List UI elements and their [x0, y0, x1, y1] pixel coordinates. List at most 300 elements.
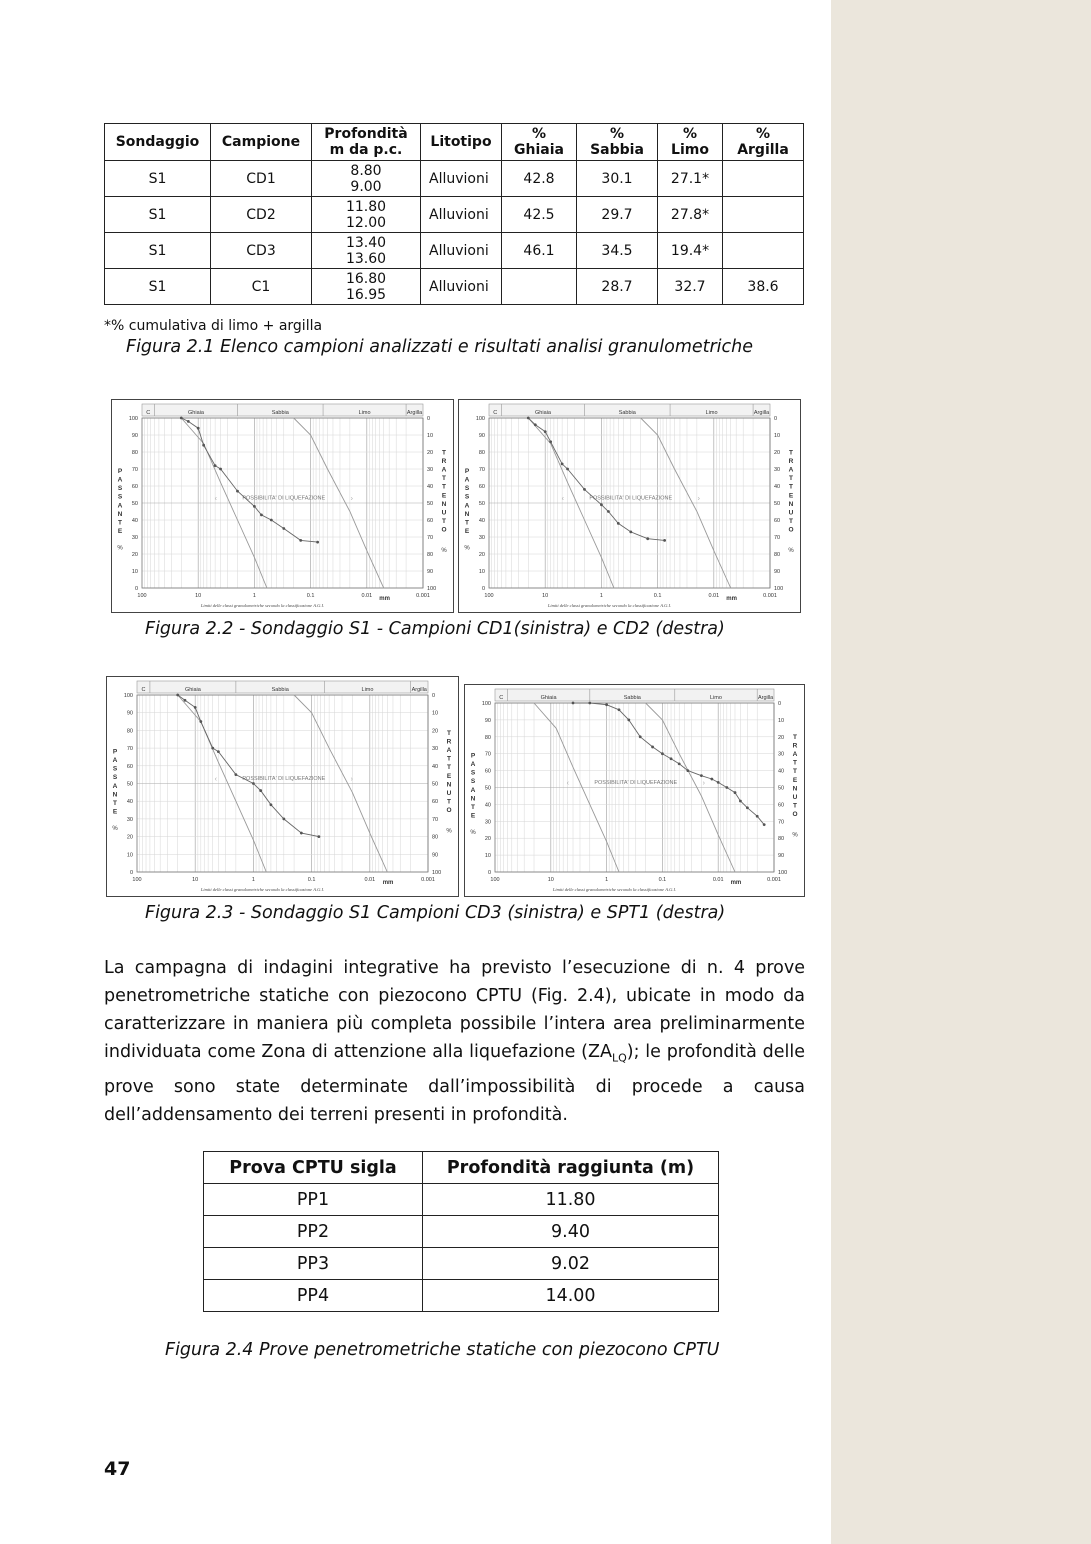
table-row — [204, 1216, 719, 1248]
data-point — [561, 463, 564, 466]
right-axis-letter: T — [447, 755, 451, 763]
data-point — [661, 752, 664, 755]
grain-chart-svg — [465, 685, 804, 896]
x-tick-label: 1 — [252, 593, 256, 599]
x-tick-label: 10 — [547, 877, 554, 883]
right-tick-label: 50 — [432, 781, 439, 788]
data-point — [300, 832, 303, 835]
left-axis-letter: S — [470, 769, 476, 777]
class-label: Sabbia — [618, 410, 636, 416]
right-tick-label: 70 — [778, 819, 785, 826]
cell-sabbia: 29.7 — [577, 197, 658, 233]
header-argilla: % Argilla — [723, 124, 804, 161]
left-tick-label: 30 — [131, 535, 138, 541]
left-tick-label: 100 — [475, 416, 485, 422]
header-profondita: Profondità m da p.c. — [312, 124, 421, 161]
data-point — [710, 778, 713, 781]
x-tick-label: 10 — [195, 593, 202, 599]
data-point — [639, 735, 642, 738]
right-axis-letter: N — [788, 500, 794, 508]
grain-chart-cd2 — [458, 399, 801, 613]
right-axis-letter: U — [441, 509, 447, 517]
left-tick-label: 60 — [126, 763, 133, 770]
right-axis-letter: T — [793, 733, 797, 741]
left-axis-letter: S — [112, 774, 118, 782]
table-row — [105, 161, 804, 197]
table-row — [204, 1248, 719, 1280]
cell-sigla: PP4 — [204, 1280, 423, 1312]
x-tick-label: 100 — [132, 877, 142, 883]
table-row — [105, 269, 804, 305]
left-tick-label: 40 — [131, 518, 138, 524]
right-axis-letter: O — [792, 811, 798, 819]
right-tick-label: 30 — [778, 751, 785, 758]
x-tick-label: 1 — [605, 877, 609, 883]
class-label: Ghiaia — [184, 687, 201, 693]
cell-sigla: PP3 — [204, 1248, 423, 1280]
data-point — [180, 417, 183, 420]
cell-profondita: 8.80 9.00 — [312, 161, 421, 197]
right-axis-letter: N — [446, 781, 452, 789]
left-axis-letter: S — [117, 485, 123, 493]
sample-grading-curve — [181, 418, 317, 542]
data-point — [686, 769, 689, 772]
right-tick-label: 30 — [774, 467, 781, 473]
right-axis-letter: O — [446, 807, 452, 815]
right-tick-label: 20 — [427, 450, 434, 456]
liquefaction-zone-label: POSSIBILITA' DI LIQUEFAZIONE — [589, 495, 673, 502]
x-tick-label: 0.01 — [708, 593, 720, 599]
data-point — [739, 800, 742, 803]
right-tick-label: 10 — [774, 433, 781, 439]
left-tick-label: 30 — [484, 819, 491, 826]
left-axis-percent: % — [464, 545, 470, 552]
data-point — [317, 835, 320, 838]
right-tick-label: 30 — [432, 746, 439, 753]
header-sabbia: % Sabbia — [577, 124, 658, 161]
right-tick-label: 0 — [432, 693, 436, 699]
body-paragraph — [104, 954, 805, 1129]
x-unit-label: mm — [379, 596, 390, 602]
left-tick-label: 100 — [481, 701, 491, 707]
right-axis-letter: E — [446, 772, 452, 780]
data-point — [663, 539, 666, 542]
liquefaction-zone-label: POSSIBILITA' DI LIQUEFAZIONE — [242, 775, 326, 782]
left-axis-letter: S — [117, 493, 123, 501]
data-point — [549, 440, 552, 443]
cell-litotipo: Alluvioni — [421, 161, 502, 197]
right-axis-letter: U — [792, 794, 798, 801]
data-point — [588, 702, 591, 705]
data-point — [756, 815, 759, 818]
right-tick-label: 60 — [774, 518, 781, 524]
table-row — [105, 233, 804, 269]
left-tick-label: 70 — [126, 746, 133, 753]
header-prova-cptu: Prova CPTU sigla — [204, 1152, 423, 1184]
cell-profondita: 11.80 — [423, 1184, 719, 1216]
cell-litotipo: Alluvioni — [421, 233, 502, 269]
class-label: Sabbia — [271, 687, 289, 693]
x-unit-label: mm — [726, 596, 737, 602]
right-axis-percent: % — [441, 548, 447, 554]
left-tick-label: 100 — [128, 416, 138, 422]
right-tick-label: 80 — [427, 552, 434, 558]
left-axis-letter: N — [470, 795, 476, 803]
right-tick-label: 80 — [432, 834, 439, 841]
cell-limo: 19.4* — [658, 233, 723, 269]
right-axis-letter: A — [441, 466, 447, 474]
data-point — [618, 708, 621, 711]
zone-arrow-left: ‹ — [214, 775, 218, 783]
cell-profondita: 9.40 — [423, 1216, 719, 1248]
data-point — [199, 720, 202, 723]
cell-argilla — [723, 161, 804, 197]
data-point — [734, 791, 737, 794]
right-axis-letter: T — [793, 768, 797, 776]
right-axis-letter: T — [789, 475, 793, 483]
right-axis-letter: R — [441, 457, 447, 465]
data-point — [725, 786, 728, 789]
cell-profondita: 16.80 16.95 — [312, 269, 421, 305]
cell-sabbia: 34.5 — [577, 233, 658, 269]
right-tick-label: 50 — [778, 785, 785, 792]
left-tick-label: 30 — [126, 816, 133, 823]
data-point — [717, 781, 720, 784]
cell-argilla: 38.6 — [723, 269, 804, 305]
samples-table — [104, 123, 804, 305]
right-axis-letter: E — [792, 776, 798, 784]
class-label: Ghiaia — [188, 410, 204, 416]
right-tick-label: 90 — [432, 852, 439, 859]
left-tick-label: 100 — [123, 693, 133, 699]
header-profondita-raggiunta: Profondità raggiunta (m) — [423, 1152, 719, 1184]
x-tick-label: 100 — [137, 593, 147, 599]
x-tick-label: 0.1 — [658, 877, 667, 883]
class-label: Argilla — [757, 695, 774, 701]
data-point — [763, 823, 766, 826]
cell-sabbia: 30.1 — [577, 161, 658, 197]
x-tick-label: 0.001 — [763, 593, 777, 599]
cell-profondita: 14.00 — [423, 1280, 719, 1312]
cell-sigla: PP1 — [204, 1184, 423, 1216]
left-tick-label: 70 — [484, 751, 491, 758]
cptu-table — [203, 1151, 719, 1312]
x-tick-label: 100 — [484, 593, 494, 599]
class-label: C — [499, 695, 504, 701]
right-axis-letter: T — [442, 483, 446, 491]
chart-footer: Limiti delle classi granulometriche secondo la classificazione A.G.I. — [200, 603, 325, 608]
right-axis-letter: R — [792, 742, 798, 750]
left-tick-label: 90 — [126, 710, 133, 717]
left-axis-letter: E — [464, 528, 470, 536]
right-axis-letter: T — [789, 449, 793, 457]
right-tick-label: 80 — [778, 836, 785, 843]
data-point — [651, 746, 654, 749]
x-tick-label: 1 — [599, 593, 603, 599]
right-tick-label: 20 — [432, 728, 439, 735]
left-tick-label: 20 — [131, 552, 138, 558]
sample-grading-curve — [573, 703, 764, 825]
left-tick-label: 40 — [484, 802, 491, 809]
x-tick-label: 0.1 — [653, 593, 662, 599]
right-axis-letter: N — [792, 785, 798, 793]
x-tick-label: 1 — [251, 877, 255, 883]
chart-footer: Limiti delle classi granulometriche secondo la classificazione A.G.I. — [200, 887, 325, 892]
right-tick-label: 30 — [427, 467, 434, 473]
data-point — [746, 806, 749, 809]
right-tick-label: 90 — [778, 853, 785, 860]
x-tick-label: 0.001 — [767, 877, 781, 883]
class-label: Ghiaia — [540, 695, 557, 701]
left-axis-letter: T — [471, 804, 475, 811]
cell-sondaggio: S1 — [105, 233, 211, 269]
left-axis-letter: T — [118, 519, 122, 527]
data-point — [600, 503, 603, 506]
data-point — [299, 539, 302, 542]
grain-chart-cd1 — [111, 399, 454, 613]
right-axis-percent: % — [446, 828, 452, 835]
data-point — [282, 818, 285, 821]
right-axis-letter: T — [447, 729, 451, 737]
x-tick-label: 100 — [490, 877, 500, 883]
data-point — [605, 703, 608, 706]
data-point — [270, 519, 273, 522]
figure-caption-2-2: Figura 2.2 - Sondaggio S1 - Campioni CD1(sinistra) e CD2 (destra) — [145, 619, 725, 639]
data-point — [627, 719, 630, 722]
x-tick-label: 10 — [192, 877, 199, 883]
right-tick-label: 0 — [774, 416, 778, 422]
table-footnote: *% cumulativa di limo + argilla — [104, 318, 323, 334]
right-axis-letter: O — [441, 526, 447, 534]
left-tick-label: 90 — [478, 433, 485, 439]
data-point — [617, 522, 620, 525]
cell-argilla — [723, 197, 804, 233]
paragraph-text-start: La campagna di indagini integrative ha previsto l’esecuzione di n. 4 prove penetrometriche statiche con piezocono CPTU (Fig. 2.4), ubicate in modo da caratterizzare in maniera più completa possibile l’intera area preliminarmente individuata come Zona di attenzione alla liquefazione (ZA — [104, 958, 805, 1062]
cell-campione: CD3 — [211, 233, 312, 269]
right-tick-label: 80 — [774, 552, 781, 558]
data-point — [236, 490, 239, 493]
data-point — [678, 762, 681, 765]
data-point — [214, 464, 217, 467]
left-tick-label: 10 — [484, 853, 491, 860]
right-axis-percent: % — [792, 832, 798, 839]
data-point — [184, 699, 187, 702]
class-label: C — [141, 687, 146, 693]
right-axis-letter: O — [788, 526, 794, 534]
left-axis-letter: E — [112, 808, 118, 816]
data-point — [572, 702, 575, 705]
left-axis-letter: T — [113, 800, 117, 807]
class-label: Sabbia — [623, 695, 641, 701]
left-tick-label: 10 — [126, 852, 133, 859]
figure-caption-2-3: Figura 2.3 - Sondaggio S1 Campioni CD3 (sinistra) e SPT1 (destra) — [145, 903, 726, 923]
zone-arrow-left: ‹ — [561, 495, 564, 503]
right-axis-letter: R — [446, 738, 452, 746]
left-axis-letter: P — [117, 467, 123, 475]
right-tick-label: 70 — [427, 535, 434, 541]
left-tick-label: 0 — [134, 586, 138, 592]
cell-litotipo: Alluvioni — [421, 197, 502, 233]
x-unit-label: mm — [382, 880, 394, 886]
left-axis-letter: A — [470, 786, 476, 794]
right-axis-letter: T — [789, 518, 793, 526]
header-campione: Campione — [211, 124, 312, 161]
table-row — [204, 1184, 719, 1216]
right-axis-letter: R — [788, 457, 794, 465]
x-unit-label: mm — [730, 880, 742, 886]
left-tick-label: 0 — [481, 586, 485, 592]
right-tick-label: 100 — [774, 586, 784, 592]
right-axis-letter: A — [446, 747, 452, 754]
table-row — [204, 1280, 719, 1312]
right-axis-letter: T — [447, 764, 451, 772]
left-axis-letter: A — [470, 761, 476, 768]
x-tick-label: 0.1 — [306, 593, 315, 599]
right-axis-letter: T — [793, 802, 797, 810]
right-axis-letter: T — [442, 475, 446, 483]
zone-arrow-right: › — [350, 775, 354, 783]
zone-arrow-right: › — [702, 780, 705, 788]
right-axis-letter: T — [442, 449, 446, 457]
left-tick-label: 80 — [478, 450, 485, 456]
cell-campione: CD2 — [211, 197, 312, 233]
left-tick-label: 90 — [484, 717, 491, 724]
x-tick-label: 0.01 — [712, 877, 724, 883]
right-tick-label: 60 — [432, 799, 439, 806]
left-axis-letter: T — [465, 519, 469, 527]
data-point — [197, 427, 200, 430]
left-tick-label: 50 — [484, 785, 491, 792]
zone-arrow-left: ‹ — [214, 495, 217, 503]
left-axis-percent: % — [470, 829, 476, 836]
left-axis-letter: A — [117, 502, 123, 510]
left-tick-label: 20 — [478, 552, 485, 558]
data-point — [253, 505, 256, 508]
sample-grading-curve — [528, 418, 664, 540]
left-axis-letter: N — [464, 510, 470, 518]
page-sidebar-band — [831, 0, 1091, 1544]
right-axis-letter: U — [788, 509, 794, 517]
left-axis-letter: N — [117, 510, 123, 518]
right-axis-letter: E — [788, 492, 794, 500]
header-ghiaia: % Ghiaia — [502, 124, 577, 161]
left-tick-label: 10 — [131, 569, 138, 575]
data-point — [234, 773, 237, 776]
right-axis-letter: U — [446, 790, 452, 797]
left-tick-label: 20 — [126, 834, 133, 841]
data-point — [316, 541, 319, 544]
right-tick-label: 40 — [778, 768, 785, 775]
right-tick-label: 0 — [778, 701, 782, 707]
right-axis-percent: % — [788, 548, 794, 554]
cell-ghiaia: 46.1 — [502, 233, 577, 269]
table-row — [105, 197, 804, 233]
data-point — [252, 782, 255, 785]
cell-ghiaia — [502, 269, 577, 305]
data-point — [583, 488, 586, 491]
data-point — [629, 531, 632, 534]
cell-profondita: 11.80 12.00 — [312, 197, 421, 233]
right-tick-label: 100 — [778, 870, 788, 876]
right-tick-label: 60 — [427, 518, 434, 524]
class-label: Limo — [705, 410, 718, 416]
right-tick-label: 0 — [427, 416, 431, 422]
cell-profondita: 9.02 — [423, 1248, 719, 1280]
left-tick-label: 80 — [484, 734, 491, 741]
x-tick-label: 0.01 — [361, 593, 373, 599]
data-point — [217, 750, 220, 753]
data-point — [194, 706, 197, 709]
right-axis-letter: T — [442, 518, 446, 526]
left-axis-letter: A — [117, 476, 123, 484]
grain-chart-svg — [107, 677, 458, 896]
data-point — [646, 537, 649, 540]
right-tick-label: 40 — [432, 763, 439, 770]
right-tick-label: 10 — [778, 717, 785, 724]
left-axis-letter: S — [464, 493, 470, 501]
cell-ghiaia: 42.5 — [502, 197, 577, 233]
left-axis-letter: S — [464, 485, 470, 493]
right-axis-letter: T — [447, 798, 451, 806]
right-tick-label: 90 — [427, 569, 434, 575]
x-tick-label: 0.01 — [364, 877, 376, 883]
class-label: Ghiaia — [535, 410, 551, 416]
right-tick-label: 50 — [774, 501, 781, 507]
data-point — [211, 747, 214, 750]
left-tick-label: 0 — [487, 870, 491, 876]
left-tick-label: 30 — [478, 535, 485, 541]
left-tick-label: 40 — [478, 518, 485, 524]
data-point — [282, 527, 285, 530]
right-axis-letter: T — [789, 483, 793, 491]
left-tick-label: 80 — [126, 728, 133, 735]
data-point — [219, 468, 222, 471]
right-tick-label: 70 — [774, 535, 781, 541]
right-tick-label: 20 — [774, 450, 781, 456]
paragraph-subscript: LQ — [611, 1051, 627, 1065]
right-tick-label: 20 — [778, 734, 785, 741]
left-tick-label: 70 — [478, 467, 485, 473]
left-tick-label: 20 — [484, 836, 491, 843]
left-axis-percent: % — [117, 545, 123, 552]
cell-sabbia: 28.7 — [577, 269, 658, 305]
left-axis-letter: A — [112, 757, 118, 764]
grain-chart-cd3 — [106, 676, 459, 897]
right-tick-label: 100 — [427, 586, 437, 592]
class-label: C — [146, 410, 151, 416]
data-point — [187, 420, 190, 423]
class-label: Argilla — [406, 410, 423, 416]
data-point — [202, 444, 205, 447]
zone-arrow-left: ‹ — [566, 780, 569, 788]
x-tick-label: 10 — [542, 593, 549, 599]
x-tick-label: 0.1 — [307, 877, 316, 883]
data-point — [534, 423, 537, 426]
right-axis-letter: E — [441, 492, 447, 500]
cell-campione: C1 — [211, 269, 312, 305]
class-label: C — [493, 410, 498, 416]
right-tick-label: 60 — [778, 802, 785, 809]
data-point — [176, 694, 179, 697]
left-tick-label: 80 — [131, 450, 138, 456]
cell-litotipo: Alluvioni — [421, 269, 502, 305]
data-point — [607, 510, 610, 513]
cell-ghiaia: 42.8 — [502, 161, 577, 197]
figure-caption-2-4: Figura 2.4 Prove penetrometriche statiche con piezocono CPTU — [165, 1340, 720, 1360]
cell-campione: CD1 — [211, 161, 312, 197]
chart-footer: Limiti delle classi granulometriche secondo la classificazione A.G.I. — [552, 887, 677, 892]
data-point — [259, 789, 262, 792]
